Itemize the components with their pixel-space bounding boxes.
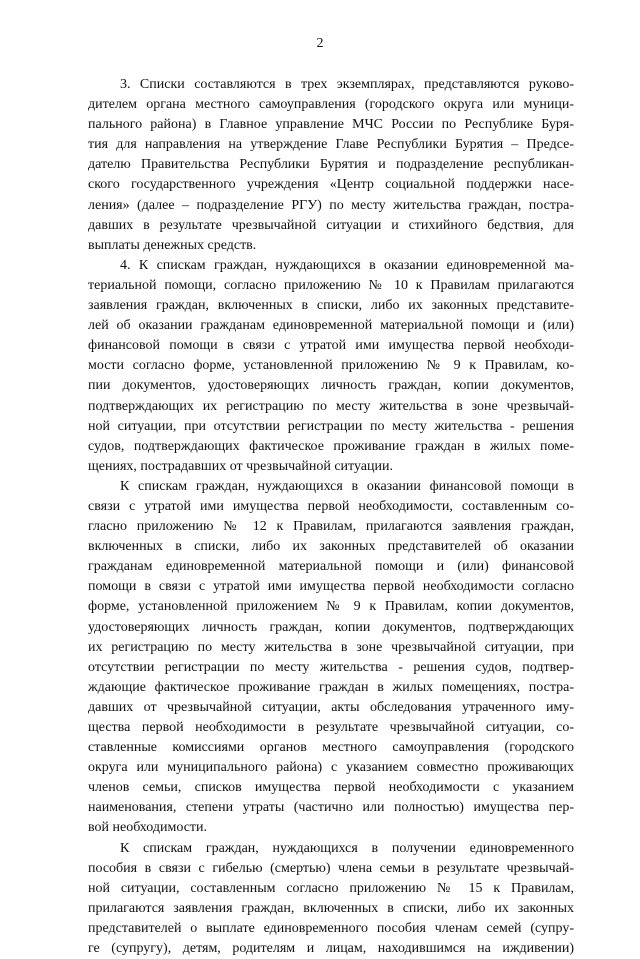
- text-line: включенных в списки, либо их законных представителей об оказании: [88, 539, 574, 555]
- document-body: [88, 75, 574, 959]
- text-line: форме, установленной приложением № 9 к Правилам, копии документов,: [88, 599, 574, 615]
- text-line: щества первой необходимости в результате чрезвычайной ситуации, со-: [88, 720, 574, 735]
- text-line: заявления граждан, включенных в списки, либо их законных представите-: [88, 298, 574, 314]
- text-line: ге (супругу), детям, родителям и лицам, находившимся на иждивении): [88, 941, 574, 957]
- text-line: наименования, степени утраты (частично или полностью) имущества пер-: [88, 800, 574, 816]
- text-line: представителей о выплате единовременного пособия членам семей (супру-: [88, 920, 574, 936]
- text-line: ной ситуации, составленным согласно приложению № 15 к Правилам,: [88, 880, 574, 896]
- text-line: гражданам единовременной материальной помощи и (или) финансовой: [88, 559, 574, 575]
- text-line: териальной помощи, согласно приложению № 10 к Правилам прилагаются: [88, 277, 574, 293]
- text-line: выплаты денежных средств.: [88, 237, 257, 253]
- text-line: удостоверяющих личность граждан, копии документов, подтверждающих: [88, 619, 574, 635]
- text-line: К спискам граждан, нуждающихся в получении единовременного: [120, 840, 574, 856]
- text-line: давших от чрезвычайной ситуации, акты обследования утраченного иму-: [88, 699, 574, 715]
- text-line: судов, подтверждающих фактическое проживание граждан в жилых поме-: [88, 438, 574, 454]
- text-line: пального района) в Главное управление МЧС России по Республике Буря-: [88, 117, 574, 133]
- text-line: 3. Списки составляются в трех экземплярах, представляются руково-: [120, 77, 574, 92]
- text-line: их регистрацию по месту жительства в зоне чрезвычайной ситуации, при: [88, 639, 574, 655]
- text-line: ждающие фактическое проживание граждан в жилых помещениях, постра-: [88, 679, 574, 695]
- text-line: помощи в связи с утратой ими имущества первой необходимости согласно: [88, 579, 574, 595]
- text-line: членов семьи, списков имущества первой необходимости с указанием: [88, 780, 574, 796]
- text-line: дателю Правительства Республики Бурятия и подразделение республикан-: [88, 157, 574, 173]
- text-line: лей об оказании гражданам единовременной материальной помощи и (или): [88, 318, 574, 334]
- paragraph-4: [88, 256, 574, 477]
- text-line: ставленные комиссиями органов местного самоуправления (городского: [88, 740, 574, 756]
- text-line: 4. К спискам граждан, нуждающихся в оказании единовременной ма-: [120, 257, 574, 273]
- text-line: К спискам граждан, нуждающихся в оказании финансовой помощи в: [120, 478, 574, 494]
- page-number: 2: [316, 36, 324, 51]
- paragraph-3: [88, 75, 574, 256]
- paragraph-financial-aid: [88, 477, 574, 839]
- paragraph-lump-sum-benefit: [88, 839, 574, 959]
- text-line: ной ситуации, при отсутствии регистрации по месту жительства - решения: [88, 418, 574, 434]
- text-line: давших в результате чрезвычайной ситуации и стихийного бедствия, для: [88, 217, 574, 233]
- text-line: пособия в связи с гибелью (смертью) члена семьи в результате чрезвычай-: [88, 860, 574, 876]
- text-line: гласно приложению № 12 к Правилам, прилагаются заявления граждан,: [88, 519, 574, 535]
- text-line: округа или муниципального района) с указанием совместно проживающих: [88, 760, 574, 776]
- text-line: мости согласно форме, установленной приложению № 9 к Правилам, ко-: [88, 358, 574, 374]
- text-line: отсутствии регистрации по месту жительства - решения судов, подтвер-: [88, 659, 574, 675]
- text-line: пии документов, удостоверяющих личность граждан, копии документов,: [88, 378, 574, 394]
- text-line: ления» (далее – подразделение РГУ) по месту жительства граждан, постра-: [88, 197, 574, 213]
- text-line: вой необходимости.: [88, 820, 208, 836]
- text-line: финансовой помощи в связи с утратой ими имущества первой необходи-: [88, 338, 574, 354]
- text-line: тия для направления на утверждение Главе Республики Бурятия – Предсе-: [88, 137, 574, 153]
- text-line: прилагаются заявления граждан, включенных в списки, либо их законных: [88, 900, 574, 916]
- text-line: щениях, пострадавших от чрезвычайной ситуации.: [88, 458, 393, 474]
- text-line: дителем органа местного самоуправления (городского округа или муници-: [88, 97, 574, 113]
- text-line: ского государственного учреждения «Центр социальной поддержки насе-: [88, 177, 574, 193]
- text-line: связи с утратой ими имущества первой необходимости, составленным со-: [88, 498, 574, 514]
- text-line: подтверждающих их регистрацию по месту жительства в зоне чрезвычай-: [88, 398, 574, 414]
